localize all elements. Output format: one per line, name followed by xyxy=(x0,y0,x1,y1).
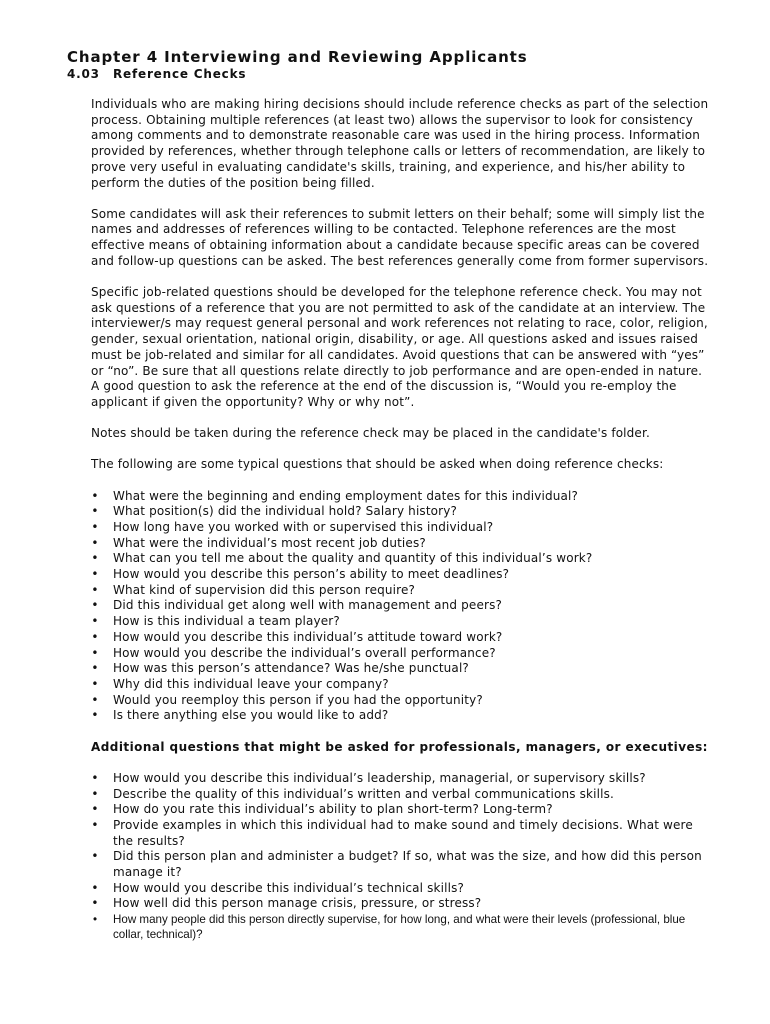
bullet-icon: • xyxy=(91,567,99,582)
bullet-icon: • xyxy=(91,708,99,723)
question-text: How long have you worked with or supervised this individual? xyxy=(113,519,494,534)
bullet-icon: • xyxy=(91,817,99,832)
bullet-icon: • xyxy=(92,913,98,927)
list-item xyxy=(91,646,711,662)
list-item xyxy=(91,818,711,849)
bullet-icon: • xyxy=(91,802,99,817)
question-text: How is this individual a team player? xyxy=(113,614,340,629)
list-item xyxy=(91,520,711,536)
question-text: How well did this person manage crisis, pressure, or stress? xyxy=(113,896,482,911)
bullet-icon: • xyxy=(91,645,99,660)
list-item xyxy=(91,661,711,677)
list-item xyxy=(91,583,711,599)
bullet-icon: • xyxy=(91,880,99,895)
list-item xyxy=(91,802,711,818)
document-body xyxy=(91,97,711,958)
chapter-title: Chapter 4 Interviewing and Reviewing Applicants xyxy=(67,48,528,66)
question-text: Did this person plan and administer a budget? If so, what was the size, and how did this person manage it? xyxy=(113,849,702,880)
list-item xyxy=(91,708,711,724)
question-text: How do you rate this individual’s ability to plan short-term? Long-term? xyxy=(113,802,553,817)
typical-questions-list xyxy=(91,489,711,725)
section-title xyxy=(67,66,246,82)
question-text: Would you reemploy this person if you had the opportunity? xyxy=(113,692,483,707)
list-item xyxy=(91,896,711,912)
bullet-icon: • xyxy=(91,551,99,566)
question-text: How would you describe the individual’s overall performance? xyxy=(113,645,496,660)
list-item xyxy=(91,504,711,520)
additional-questions-heading: Additional questions that might be asked for professionals, managers, or executives: xyxy=(91,739,708,754)
bullet-icon: • xyxy=(91,770,99,785)
bullet-icon: • xyxy=(91,896,99,911)
additional-questions-list xyxy=(91,771,711,943)
question-text: What can you tell me about the quality and quantity of this individual’s work? xyxy=(113,551,593,566)
question-text: Why did this individual leave your company? xyxy=(113,677,389,691)
list-item xyxy=(91,849,711,880)
question-text: How would you describe this individual’s leadership, managerial, or supervisory skills? xyxy=(113,770,646,785)
paragraph-reference-purpose: Individuals who are making hiring decisions should include reference checks as part of the selection process. Obtaining multiple references (at least two) allows the supervisor to look for consistency among comments and to demonstrate reasonable care was used in the hiring process. Information provided by references, whether through telephone calls or letters of recommendation, are likely to prove very useful in evaluating candidate's skills, training, and experience, and his/her ability to perform the duties of the position being filled. xyxy=(91,97,709,190)
list-item xyxy=(91,614,711,630)
bullet-icon: • xyxy=(91,582,99,597)
bullet-icon: • xyxy=(91,614,99,629)
question-text: Is there anything else you would like to add? xyxy=(113,708,389,723)
bullet-icon: • xyxy=(91,535,99,550)
question-text: What were the individual’s most recent job duties? xyxy=(113,535,426,550)
paragraph-job-related-questions: Specific job-related questions should be developed for the telephone reference check. You may not ask questions of a reference that you are not permitted to ask of the candidate at an interview. The interviewer/s may request general personal and work references not relating to race, color, religion, gender, sexual orientation, national origin, disability, or age. All questions asked and issues raised must be job-related and similar for all candidates. Avoid questions that can be answered with “yes” or “no”. Be sure that all questions relate directly to job performance and are open-ended in nature. A good question to ask the reference at the end of the discussion is, “Would you re-employ the applicant if given the opportunity? Why or why not”. xyxy=(91,285,708,409)
bullet-icon: • xyxy=(91,629,99,644)
question-text: Did this individual get along well with management and peers? xyxy=(113,598,502,613)
question-text: How was this person’s attendance? Was he/she punctual? xyxy=(113,661,469,676)
list-item xyxy=(91,881,711,897)
question-text: What were the beginning and ending employment dates for this individual? xyxy=(113,488,579,503)
bullet-icon: • xyxy=(91,849,99,864)
paragraph-reference-types: Some candidates will ask their references to submit letters on their behalf; some will simply list the names and addresses of references willing to be contacted. Telephone references are the most effective means of obtaining information about a candidate because specific areas can be covered and follow-up questions can be asked. The best references generally come from former supervisors. xyxy=(91,206,709,268)
list-item xyxy=(91,677,711,693)
bullet-icon: • xyxy=(91,677,99,691)
bullet-icon: • xyxy=(91,488,99,503)
question-text: How would you describe this individual’s technical skills? xyxy=(113,880,464,895)
question-text: How many people did this person directly supervise, for how long, and what were their levels (professional, blue collar, technical)? xyxy=(113,913,686,942)
question-text: How would you describe this individual’s attitude toward work? xyxy=(113,629,503,644)
question-text: Provide examples in which this individual had to make sound and timely decisions. What were the results? xyxy=(113,817,693,848)
bullet-icon: • xyxy=(91,661,99,676)
bullet-icon: • xyxy=(91,504,99,519)
bullet-icon: • xyxy=(91,692,99,707)
bullet-icon: • xyxy=(91,519,99,534)
question-text: Describe the quality of this individual’s written and verbal communications skills. xyxy=(113,786,614,801)
paragraph-notes: Notes should be taken during the reference check may be placed in the candidate's folder. xyxy=(91,426,650,441)
list-item xyxy=(91,598,711,614)
list-item xyxy=(91,912,711,942)
bullet-icon: • xyxy=(91,786,99,801)
question-text: How would you describe this person’s ability to meet deadlines? xyxy=(113,567,510,582)
list-item xyxy=(91,771,711,787)
question-text: What kind of supervision did this person require? xyxy=(113,582,416,597)
section-number: 4.03 xyxy=(67,67,100,81)
list-item xyxy=(91,551,711,567)
list-item xyxy=(91,787,711,803)
question-text: What position(s) did the individual hold? Salary history? xyxy=(113,504,458,519)
paragraph-typical-intro: The following are some typical questions that should be asked when doing reference checks: xyxy=(91,457,664,472)
bullet-icon: • xyxy=(91,598,99,613)
list-item xyxy=(91,536,711,552)
list-item xyxy=(91,567,711,583)
list-item xyxy=(91,489,711,505)
section-title-text: Reference Checks xyxy=(113,67,247,81)
list-item xyxy=(91,630,711,646)
list-item xyxy=(91,693,711,709)
